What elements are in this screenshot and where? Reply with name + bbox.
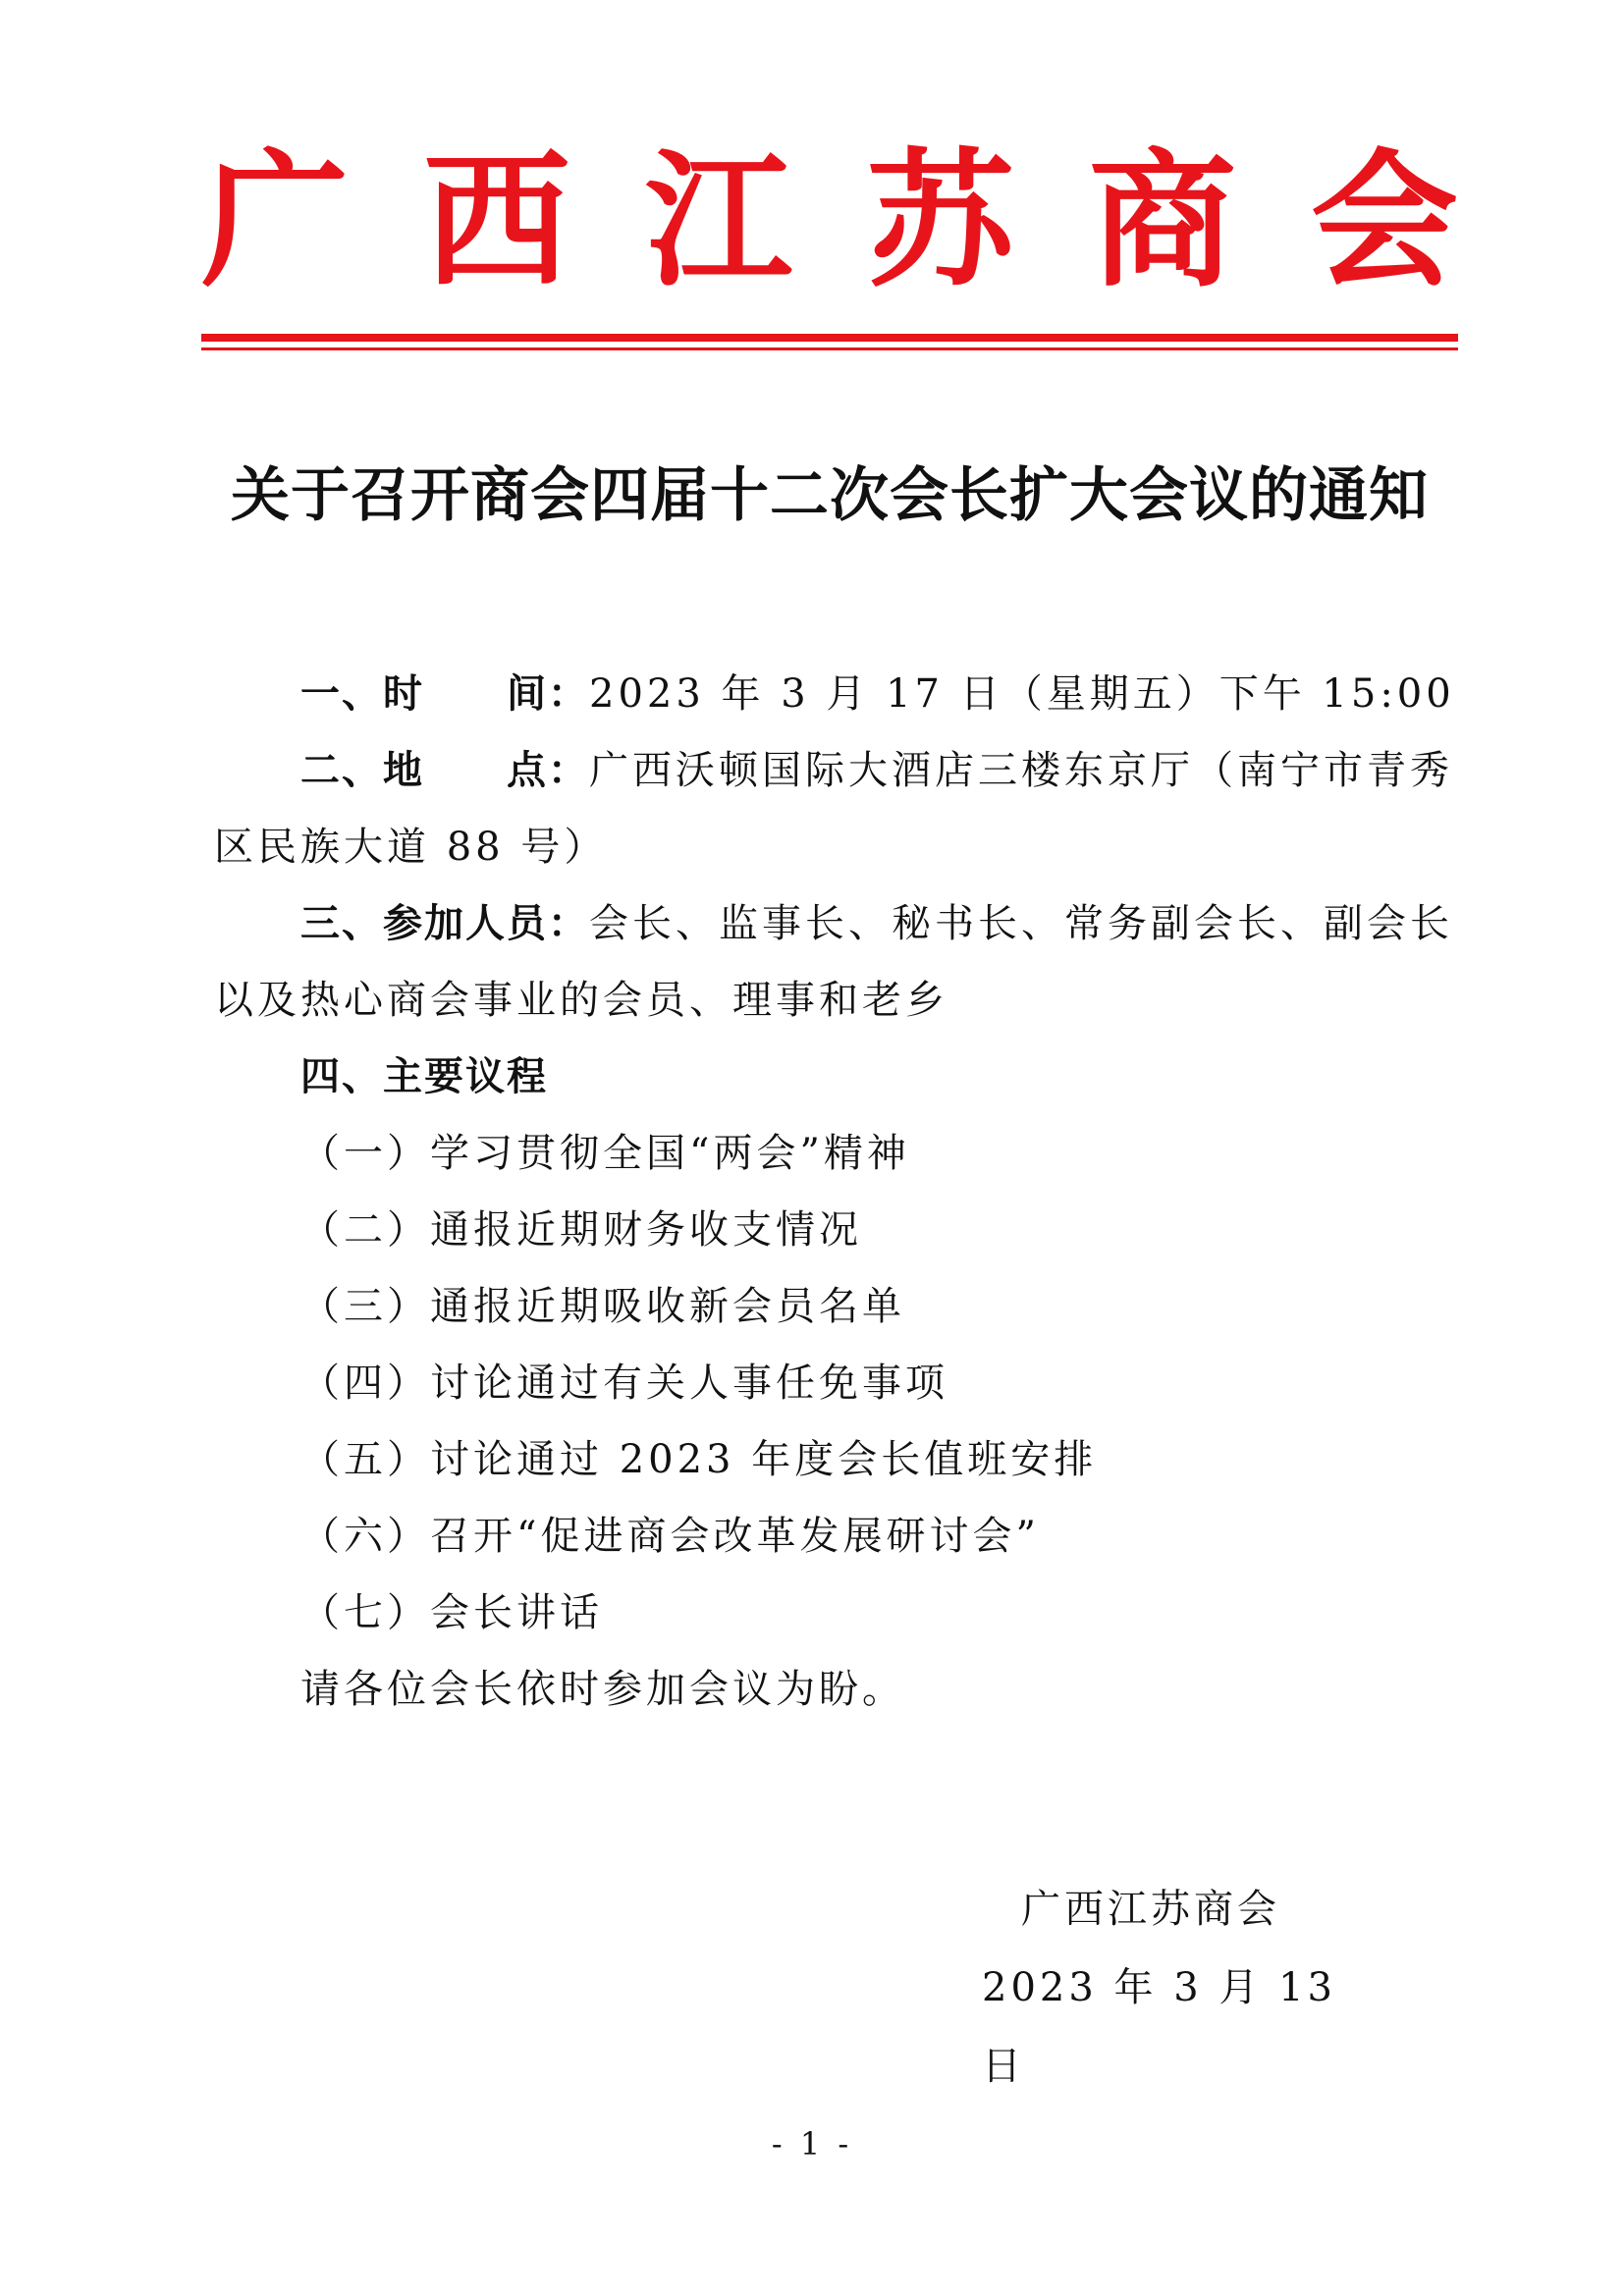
agenda-entry: （三）通报近期吸收新会员名单: [300, 1284, 905, 1329]
signature-org: 广西江苏商会: [1021, 1887, 1280, 1932]
place-item: [214, 732, 1461, 885]
agenda-entry: （一）学习贯彻全国“两会”精神: [300, 1131, 910, 1176]
signature-block: [982, 1870, 1394, 2106]
time-label: 一、时 间：: [300, 671, 589, 717]
header-divider-thin: [201, 347, 1458, 350]
agenda-entry: （六）召开“促进商会改革发展研讨会”: [300, 1514, 1040, 1559]
page-number: - 1 -: [771, 2125, 853, 2163]
attendees-value: 会长、监事长、秘书长、常务副会长、副会长以及热心商会事业的会员、理事和老乡: [214, 901, 1453, 1023]
org-name-char: 会: [1310, 134, 1458, 307]
agenda-entry: （二）通报近期财务收支情况: [300, 1207, 862, 1253]
org-name-char: 商: [1088, 134, 1236, 307]
place-label: 二、地 点：: [300, 748, 589, 793]
agenda-entry: （五）讨论通过 2023 年度会长值班安排: [300, 1437, 1098, 1482]
org-name-char: 江: [644, 134, 792, 307]
document-title: 关于召开商会四届十二次会长扩大会议的通知: [231, 461, 1429, 530]
signature-date: 2023 年 3 月 13 日: [982, 1965, 1337, 2089]
agenda-entry: （七）会长讲话: [300, 1590, 603, 1635]
notice-body: [214, 656, 1461, 1728]
org-name-char: 苏: [866, 134, 1014, 307]
org-name-char: 广: [201, 134, 350, 307]
org-name-char: 西: [422, 134, 570, 307]
agenda-heading: [214, 1039, 1461, 1115]
time-value: 2023 年 3 月 17 日（星期五）下午 15:00: [589, 671, 1455, 717]
header-divider-thick: [201, 334, 1458, 342]
attendees-item: [214, 885, 1461, 1039]
agenda-label: 四、主要议程: [300, 1054, 548, 1099]
closing-line: 请各位会长依时参加会议为盼。: [300, 1667, 905, 1712]
attendees-label: 三、参加人员：: [300, 901, 589, 946]
place-value: 广西沃顿国际大酒店三楼东京厅（南宁市青秀区民族大道 88 号）: [214, 748, 1453, 870]
agenda-entry: （四）讨论通过有关人事任免事项: [300, 1361, 948, 1406]
time-item: [214, 656, 1461, 732]
org-name-header: [201, 134, 1458, 307]
